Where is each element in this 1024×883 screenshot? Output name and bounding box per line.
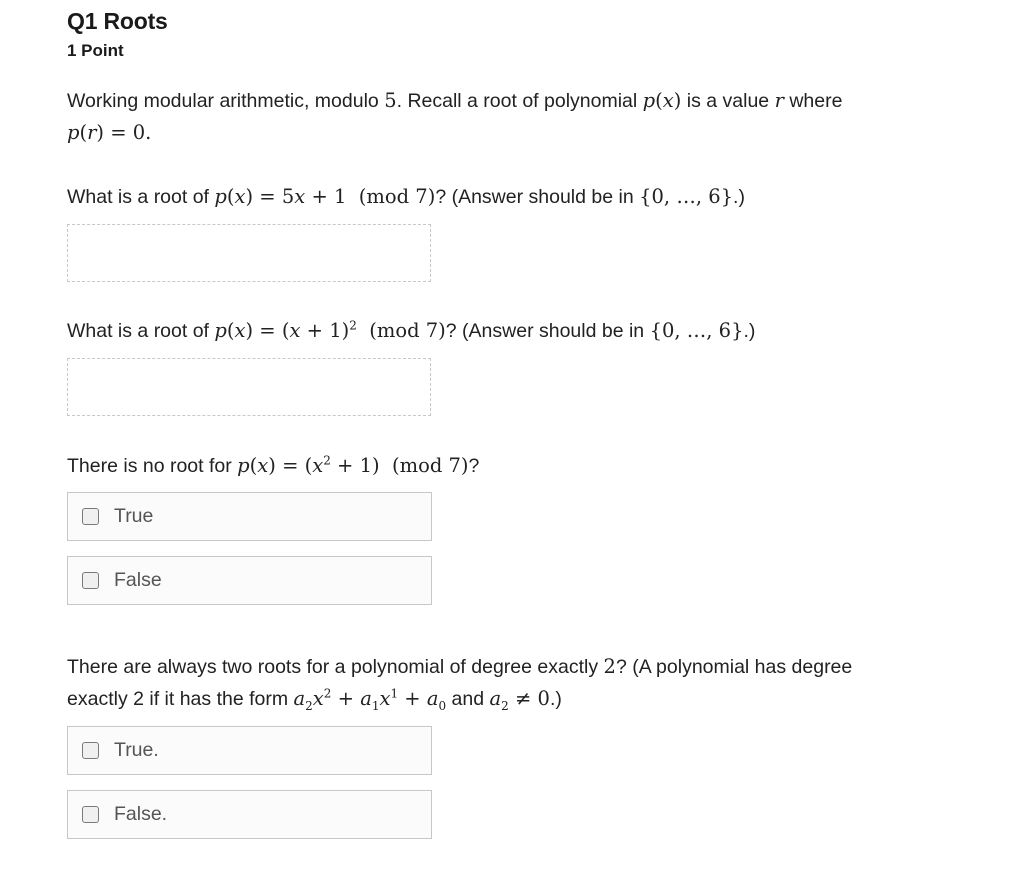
poly-expression: p(x) (642, 89, 682, 112)
q4-option-false[interactable] (67, 790, 432, 839)
checkbox-icon[interactable] (82, 806, 99, 823)
checkbox-icon[interactable] (82, 742, 99, 759)
option-label: False (114, 569, 162, 591)
checkbox-icon[interactable] (82, 572, 99, 589)
q2-answer-input[interactable] (67, 358, 431, 416)
q2-answer-set: {0, …, 6} (649, 319, 744, 342)
q4-condition: $a_2 \ne 0$ (489, 687, 550, 713)
q2-polynomial: $p(x) = (x + 1)^2$ (mod 7) (214, 318, 446, 342)
q4-prompt-line-1: There are always two roots for a polynomial of degree exactly 2? (A polynomial has degree (67, 655, 853, 678)
checkbox-icon[interactable] (82, 508, 99, 525)
q4-option-true[interactable] (67, 726, 432, 775)
intro-line-1: Working modular arithmetic, modulo 5. Recall a root of polynomial p(x) is a value r where (67, 89, 843, 112)
option-label: False. (114, 803, 168, 825)
q1-prompt: What is a root of p(x) = 5x + 1 (mod 7)? (Answer should be in {0, …, 6}.) (67, 185, 745, 208)
option-label: True (114, 505, 154, 527)
q3-prompt: There is no root for $p(x) = (x^2 + 1)$ (mod 7)? (67, 453, 480, 477)
q4-prompt-line-2: exactly 2 if it has the form $a_2x^2 + a_1x^1 + a_0$ and $a_2 \ne 0$.) (67, 686, 562, 713)
question-points: 1 Point (67, 41, 124, 60)
q3-option-false[interactable] (67, 556, 432, 605)
q1-polynomial: p(x) = 5x + 1 (mod 7) (214, 185, 436, 208)
q1-answer-input[interactable] (67, 224, 431, 282)
root-definition: p(r) = 0. (67, 121, 152, 144)
q1-answer-set: {0, …, 6} (639, 185, 734, 208)
q2-prompt: What is a root of $p(x) = (x + 1)^2$ (mod 7)? (Answer should be in {0, …, 6}.) (67, 318, 756, 342)
question-title: Q1 Roots (67, 8, 168, 34)
q3-option-true[interactable] (67, 492, 432, 541)
intro-line-2 (67, 117, 151, 149)
option-label: True. (114, 739, 159, 761)
q4-polynomial-form: $a_2x^2 + a_1x^1 + a_0$ (293, 686, 447, 713)
q3-polynomial: $p(x) = (x^2 + 1)$ (mod 7) (237, 453, 469, 477)
